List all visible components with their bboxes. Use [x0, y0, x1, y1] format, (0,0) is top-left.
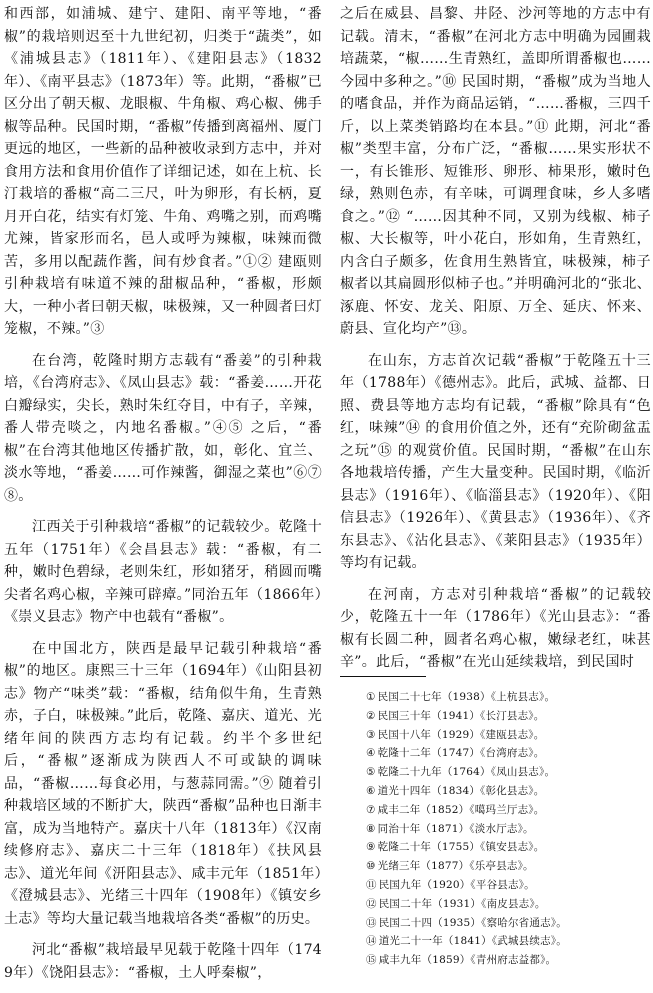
footnote-text: 咸丰二年（1852）《噶玛兰厅志》。	[377, 803, 545, 816]
footnote-mark: ⑧	[366, 822, 376, 835]
footnote-text: 同治十年（1871）《淡水厅志》。	[377, 822, 534, 835]
footnote-mark: ③	[366, 728, 376, 741]
footnote-text: 乾隆二十九年（1764）《凤山县志》。	[377, 766, 556, 779]
paragraph-shandong: 在山东，方志首次记载“番椒”于乾隆五十三年（1788年）《德州志》。此后，武城、益都、日照、费县等地方志均有记载，“番椒”除具有“色红，味辣”⑭ 的食用价值之外，还有“充阶砌盆盂之玩”⑮ 的观赏价值。民国时期，“番椒”在山东各地栽培传播，产生大量变种。民国时期，《临沂县志》（1916年）、《临淄县志》（1920年）、《阳信县志》（1926年）、《黄县志》（1936年）、《齐东县志》、《沾化县志》、《莱阳县志》（1935年）等均有记载。	[340, 352, 651, 571]
paragraph-jiangxi: 江西关于引种栽培“番椒”的记载较少。乾隆十五年（1751年）《会昌县志》载：“番椒，有二种，嫩时色碧绿，老则朱红，形如猪牙，稍圆而嘴尖者名鸡心椒，辛辣可辟瘴。”同治五年（1866年）《崇义县志》物产中也载有“番椒”。	[4, 519, 322, 625]
footnote-mark: ⑫	[366, 897, 377, 910]
footnote-item	[366, 914, 651, 933]
footnote-mark: ⑪	[366, 878, 377, 891]
footnote-mark: ①	[366, 691, 376, 703]
footnote-text: 民国三十年（1941）《长汀县志》。	[377, 709, 545, 722]
footnote-mark: ⑥	[366, 784, 376, 797]
footnote-item	[366, 932, 651, 951]
footnote-item	[366, 876, 651, 895]
footnote-divider	[340, 676, 426, 677]
footnote-text: 光绪三年（1877）《乐亭县志》。	[377, 860, 534, 873]
footnote-item	[366, 763, 651, 782]
footnote-item	[366, 726, 651, 745]
paragraph-hebei-continued: 之后在威县、昌黎、井陉、沙河等地的方志中有记载。清末，“番椒”在河北方志中明确为园圃栽培蔬菜，“椒……生青熟红，盖即所谓番椒也……今园中多种之。”⑩ 民国时期，“番椒”成为当地人的嗜食品，并作为商品运销，“……番椒，三四千斤，以上菜类销路均在本县。”⑪ 此期，河北“番椒”类型丰富，分布广泛，“番椒……果实形状不一，有长锥形、短锥形、卵形、柿果形，嫩时色绿，熟则色赤，有辛味，可调理食味，乡人多嗜食之。”⑫ “……因其种不同，又别为线椒、柿子椒、大长椒等，叶小花白，形如角，生青熟红，内含白子颇多，佐食用生熟皆宜，味极辣，柿子椒者以其扁圆形似柿子也。”并明确河北的“张北、涿鹿、怀安、龙关、阳原、万全、延庆、怀来、蔚县、宣化均产”⑬。	[340, 6, 651, 337]
footnote-mark: ②	[366, 709, 376, 722]
footnote-item	[366, 838, 651, 857]
footnote-text: 乾隆十二年（1747）《台湾府志》。	[377, 747, 545, 760]
footnote-mark: ⑦	[366, 803, 376, 816]
footnote-text: 民国十八年（1929）《建瓯县志》。	[377, 728, 545, 741]
footnote-text: 民国二十四（1935）《察哈尔省通志》。	[378, 916, 567, 929]
footnote-text: 咸丰九年（1859）《青州府志益都》。	[378, 954, 557, 967]
paragraph-hebei-start: 河北“番椒”栽培最早见载于乾隆十四年（1749年）《饶阳县志》：“番椒，土人呼秦椒”，	[4, 942, 322, 981]
footnote-mark: ④	[366, 747, 376, 760]
footnote-mark: ⑮	[366, 954, 377, 967]
paragraph-fujian-continued: 和西部，如浦城、建宁、建阳、南平等地，“番椒”的栽培则迟至十九世纪初，归类于“蔬类”，如《浦城县志》（1811年）、《建阳县志》（1832年）、《南平县志》（1873年）等。此期，“番椒”已区分出了朝天椒、龙眼椒、牛角椒、鸡心椒、佛手椒等品种。民国时期，“番椒”传播到离福州、厦门更远的地区，一些新的品种被收录到方志中，并对食用方法和食用价值作了详细记述，如在上杭、长汀栽培的番椒“高二三尺，叶为卵形，有长柄，夏月开白花，结实有灯笼、牛角、鸡嘴之别，而鸡嘴尤辣，皆家形而名，邑人或呼为辣椒，味辣而微苦，多用以配蔬作酱，间有炒食者。”①② 建瓯则引种栽培有味道不辣的甜椒品种，“番椒，形颇大，一种小者曰朝天椒，味极辣，又一种圆者曰灯笼椒，不辣。”③	[4, 6, 322, 337]
footnote-text: 道光十四年（1834）《彰化县志》。	[377, 784, 545, 797]
footnote-text: 民国二十年（1931）《南皮县志》。	[378, 897, 546, 910]
footnote-item	[366, 801, 651, 820]
footnote-item	[366, 820, 651, 839]
footnote-text: 乾隆二十年（1755）《镇安县志》。	[377, 841, 545, 854]
footnote-list	[366, 688, 651, 970]
paragraph-henan: 在河南，方志对引种栽培“番椒”的记载较少，乾隆五十一年（1786年）《光山县志》：“番椒有长圆二种，圆者名鸡心椒，嫩绿老红，味甚辛”。此后，“番椒”在光山延续栽培，到民国时	[340, 586, 651, 670]
footnote-text: 道光二十一年（1841）《武城县续志》。	[378, 935, 567, 948]
footnote-mark: ⑨	[366, 841, 376, 854]
footnote-item	[366, 782, 651, 801]
footnote-item	[366, 951, 651, 970]
footnote-mark: ⑭	[366, 935, 377, 948]
footnote-item	[366, 744, 651, 763]
right-column	[340, 3, 651, 683]
footnote-item	[366, 895, 651, 914]
paragraph-taiwan: 在台湾，乾隆时期方志载有“番姜”的引种栽培，《台湾府志》、《凤山县志》载：“番姜……开花白瓣绿实，尖长，熟时朱红夺目，中有子，辛辣，番人带壳啖之，内地名番椒。”④⑤ 之后，“番椒”在台湾其他地区传播扩散，如，彰化、宜兰、淡水等地，“番姜……可作辣酱，御湿之菜也”⑥⑦⑧。	[4, 352, 322, 504]
paragraph-shaanxi: 在中国北方，陕西是最早记载引种栽培“番椒”的地区。康熙三十三年（1694年）《山阳县初志》物产“味类”载：“番椒，结角似牛角，生青熟赤，子白，味极辣。”此后，乾隆、嘉庆、道光、光绪年间的陕西方志均有记载。约半个多世纪后，“番椒”逐渐成为陕西人不可或缺的调味品，“番椒……每食必用，与葱蒜同需。”⑨ 随着引种栽培区域的不断扩大，陕西“番椒”品种也日渐丰富，成为当地特产。嘉庆十八年（1813年）《汉南续修府志》、嘉庆二十三年（1818年）《扶风县志》、道光年间《汧阳县志》、咸丰元年（1851年）《澄城县志》、光绪三十四年（1908年）《镇安乡土志》等均大量记载当地栽培各类“番椒”的历史。	[4, 640, 322, 927]
footnote-item	[366, 857, 651, 876]
footnote-mark: ⑤	[366, 766, 376, 779]
footnote-item	[366, 688, 651, 707]
footnote-mark: ⑩	[366, 860, 376, 873]
footnote-text: 民国二十七年（1938）《上杭县志》。	[377, 691, 556, 703]
footnote-item	[366, 707, 651, 726]
left-column	[4, 3, 322, 993]
footnote-text: 民国九年（1920）《平谷县志》。	[378, 878, 535, 891]
footnote-mark: ⑬	[366, 916, 377, 929]
